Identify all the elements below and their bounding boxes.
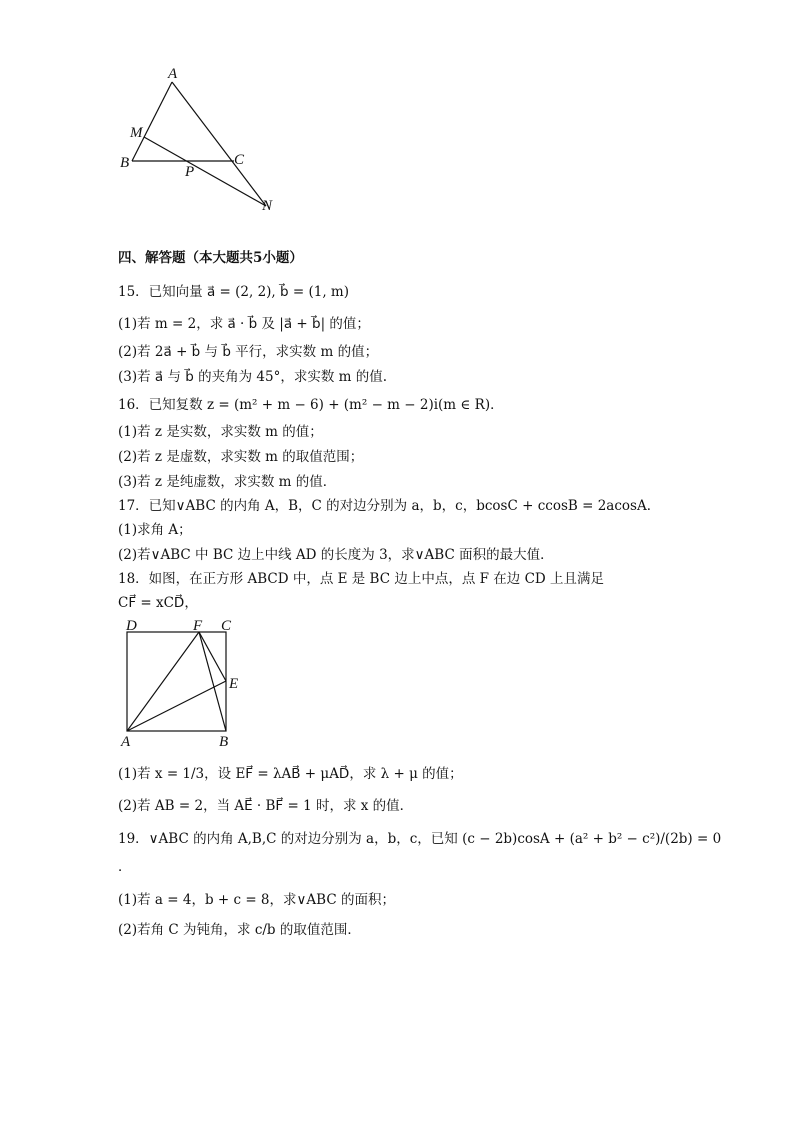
q16-part3: (3)若 z 是纯虚数，求实数 m 的值． [118,474,337,490]
q15-part2: (2)若 2a⃗ + b⃗ 与 b⃗ 平行，求实数 m 的值； [118,344,379,360]
square-ABCD [127,632,226,731]
label-C: C [221,618,232,634]
label-B: B [120,155,130,171]
segment-AF [127,632,199,731]
label-F: F [193,618,203,634]
q19-part1: (1)若 a = 4，b + c = 8，求∨ABC 的面积； [118,892,395,908]
section-heading: 四、解答题（本大题共5小题） [118,250,303,266]
segment-FE [199,632,226,681]
label-A: A [121,734,131,750]
label-N: N [262,198,273,214]
q18-stem: 18．如图，在正方形 ABCD 中，点 E 是 BC 边上中点，点 F 在边 CD 上且满足 [118,571,605,587]
label-P: P [185,164,195,180]
label-B: B [219,734,229,750]
q19-stem: 19．∨ABC 的内角 A,B,C 的对边分别为 a，b，c，已知 (c − 2b)cosA + (a² + b² − c²)/(2b) = 0 [118,831,722,847]
label-E: E [229,676,239,692]
segment-FB [199,632,226,731]
segment-AE [127,681,226,731]
q15-stem: 15．已知向量 a⃗ = (2, 2), b⃗ = (1, m) [118,284,349,300]
square-diagram [115,612,255,752]
q16-part2: (2)若 z 是虚数，求实数 m 的取值范围； [118,449,364,465]
q17-part1: (1)求角 A； [118,522,192,538]
q18-stem-cont: CF⃗ = xCD⃗， [118,595,198,611]
label-M: M [130,125,143,141]
segment-AN [172,82,266,206]
q17-part2: (2)若∨ABC 中 BC 边上中线 AD 的长度为 3，求∨ABC 面积的最大值． [118,547,554,563]
segment-MN [144,137,266,206]
q16-part1: (1)若 z 是实数，求实数 m 的值； [118,424,323,440]
q15-part1: (1)若 m = 2，求 a⃗ · b⃗ 及 |a⃗ + b⃗| 的值； [118,316,370,332]
q18-part2: (2)若 AB = 2，当 AE⃗ · BF⃗ = 1 时，求 x 的值． [118,798,414,814]
q18-part1: (1)若 x = 1/3，设 EF⃗ = λAB⃗ + μAD⃗，求 λ + μ 的值； [118,766,463,782]
triangle-figure [110,60,290,220]
label-C: C [234,152,245,168]
q15-part3: (3)若 a⃗ 与 b⃗ 的夹角为 45°，求实数 m 的值. [118,369,388,385]
label-A: A [168,66,178,82]
q17-stem: 17．已知∨ABC 的内角 A，B，C 的对边分别为 a，b，c，bcosC + ccosB = 2acosA． [118,498,661,514]
label-D: D [126,618,137,634]
triangle-diagram [110,60,290,220]
q16-stem: 16．已知复数 z = (m² + m − 6) + (m² − m − 2)i(m ∈ R)． [118,397,504,413]
q19-stem-end: ． [118,859,132,875]
q19-part2: (2)若角 C 为钝角，求 c/b 的取值范围． [118,922,361,938]
square-figure [115,612,255,752]
